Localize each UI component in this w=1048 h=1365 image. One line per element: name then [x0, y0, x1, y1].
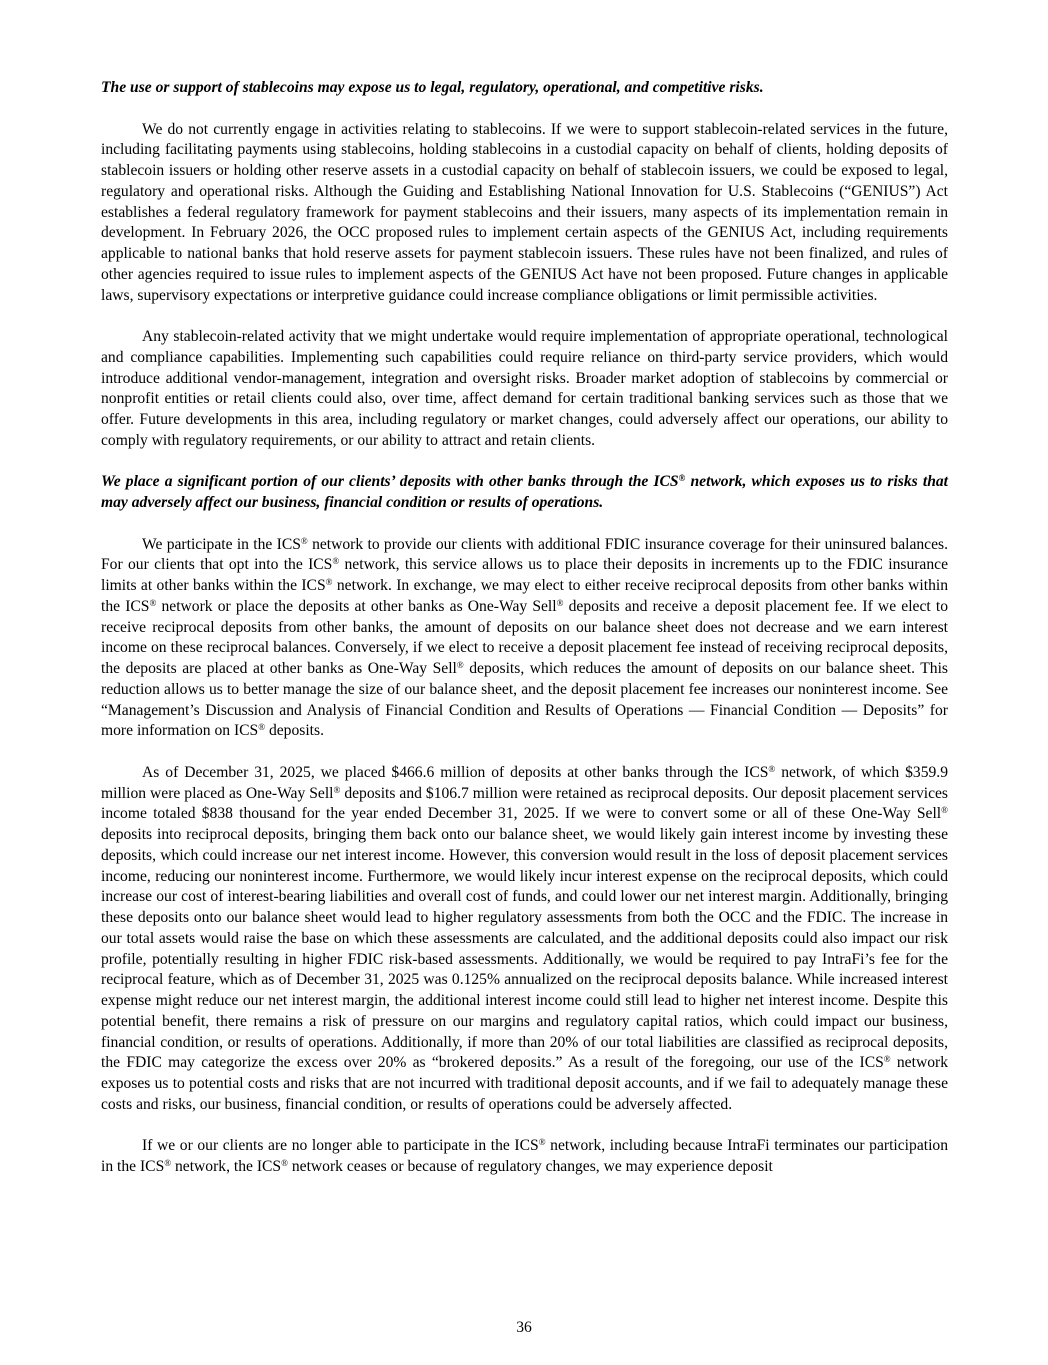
heading-text: network, which exposes us to risks that may adversely affect our business, financial condition or results of operations. — [101, 473, 948, 511]
text: network to provide our clients with additional FDIC insurance coverage for their uninsured balances. For our clients that opt into the ICS — [101, 535, 948, 574]
registered-mark: ® — [941, 805, 948, 816]
registered-mark: ® — [332, 556, 340, 567]
registered-mark: ® — [678, 473, 686, 484]
risk-heading-stablecoins: The use or support of stablecoins may expose us to legal, regulatory, operational, and competitive risks. — [101, 79, 764, 96]
text: network, including because IntraFi terminates our participation in the ICS — [101, 1137, 948, 1175]
document-page — [101, 78, 948, 1178]
text: As of December 31, 2025, we placed $466.6 million of deposits at other banks through the ICS — [142, 763, 769, 781]
text: deposits and $106.7 million were retained as reciprocal deposits. Our deposit placement services income totaled $838 thousand for the year ended December 31, 2025. If we were to convert some or all of these One-Way Sell — [101, 784, 948, 823]
text: We participate in the ICS — [142, 535, 301, 553]
text: network, the ICS — [171, 1158, 282, 1175]
paragraph-ics-placement-amounts — [101, 763, 948, 1116]
registered-mark: ® — [258, 722, 266, 733]
text: network, this service allows us to place their deposits in increments up to the FDIC insurance limits at other banks within the ICS — [101, 556, 948, 594]
registered-mark: ® — [456, 660, 464, 670]
text: deposits, which reduces the amount of deposits on our balance sheet. This reduction allows us to better manage the size of our balance sheet, and the deposit placement fee increases our noninterest income. See “Management’s Discussion and Analysis of Financial Condition and Results of Operations — Financial Condition — Deposits” for more information on ICS — [101, 660, 948, 740]
text: network. In exchange, we may elect to either receive reciprocal deposits from other banks within the ICS — [101, 577, 949, 615]
registered-mark: ® — [325, 577, 333, 587]
paragraph-ics-termination — [101, 1136, 948, 1178]
text: If we or our clients are no longer able to participate in the ICS — [142, 1137, 539, 1155]
registered-mark: ® — [149, 597, 157, 608]
registered-mark: ® — [538, 1137, 546, 1148]
text: network exposes us to potential costs and risks that are not incurred with traditional deposit accounts, and if we fail to adequately manage these costs and risks, our business, financial condition, or results of operations could be adversely affected. — [101, 1054, 948, 1113]
heading-text: We place a significant portion of our clients’ deposits with other banks through the ICS — [101, 473, 679, 491]
page-number: 36 — [516, 1319, 532, 1336]
paragraph-stablecoin-activities: We do not currently engage in activities relating to stablecoins. If we were to support stablecoin-related services in the future, including facilitating payments using stablecoins, holding stablecoins in a custodial capacity on behalf of clients, holding deposits of stablecoin issuers or holding other reserve assets in a custodial capacity on behalf of stablecoin issuers, we could be exposed to legal, regulatory and operational risks. Although the Guiding and Establishing National Innovation for U.S. Stablecoins (“GENIUS”) Act establishes a federal regulatory framework for payment stablecoins and their issuers, many aspects of its implementation remain in development. In February 2026, the OCC proposed rules to implement certain aspects of the GENIUS Act, including requirements applicable to national banks that hold reserve assets for payment stablecoin issuers. These rules have not been finalized, and rules of other agencies required to issue rules to implement aspects of the GENIUS Act have not been proposed. Future changes in applicable laws, supervisory expectations or interpretive guidance could increase compliance obligations or limit permissible activities. — [101, 120, 948, 304]
registered-mark: ® — [333, 784, 341, 795]
risk-heading-ics-network — [101, 472, 948, 514]
text: deposits and receive a deposit placement fee. If we elect to receive reciprocal deposits from other banks, the amount of deposits on our balance sheet does not decrease and we earn interest income on these reciprocal balances. Conversely, if we elect to receive a deposit placement fee instead of receiving reciprocal deposits, the deposits are placed at other banks as One-Way Sell — [101, 597, 948, 677]
registered-mark: ® — [883, 1054, 891, 1065]
registered-mark: ® — [300, 535, 308, 546]
registered-mark: ® — [768, 763, 776, 774]
text: network or place the deposits at other banks as One-Way Sell — [156, 597, 557, 615]
paragraph-ics-participation — [101, 535, 948, 743]
paragraph-stablecoin-operational: Any stablecoin-related activity that we might undertake would require implementation of appropriate operational, technological and compliance capabilities. Implementing such capabilities could require reliance on third-party service providers, which would introduce additional vendor-management, integration and oversight risks. Broader market adoption of stablecoins by commercial or nonprofit entities or retail clients could also, over time, affect demand for certain traditional banking services such as those that we offer. Future developments in this area, including regulatory or market changes, could adversely affect our operations, our ability to comply with regulatory requirements, or our ability to attract and retain clients. — [101, 328, 948, 449]
registered-mark: ® — [164, 1158, 172, 1168]
text: network ceases or because of regulatory changes, we may experience deposit — [287, 1158, 773, 1175]
registered-mark: ® — [556, 597, 564, 608]
text: deposits. — [265, 722, 324, 740]
text: deposits into reciprocal deposits, bringing them back onto our balance sheet, we would likely gain interest income by investing these deposits, which could increase our net interest income. However, this conversion would result in the loss of deposit placement services income, reducing our noninterest income. Furthermore, we would likely incur interest expense on the reciprocal deposits, which could increase our cost of interest-bearing liabilities and overall cost of funds, and could lower our net interest margin. Additionally, bringing these deposits onto our balance sheet would lead to higher regulatory assessments from both the OCC and the FDIC. The increase in our total assets would raise the base on which these assessments are calculated, and the additional deposits could also impact our risk profile, potentially resulting in higher FDIC risk-based assessments. Additionally, we would be required to pay IntraFi’s fee for the reciprocal feature, which as of December 31, 2025 was 0.125% annualized on the reciprocal deposits balance. While increased interest expense might reduce our net interest margin, the additional interest income could still lead to higher net interest income. Despite this potential benefit, there remains a risk of pressure on our margins and regulatory capital ratios, which could impact our business, financial condition, or results of operations. Additionally, if more than 20% of our total liabilities are classified as reciprocal deposits, the FDIC may categorize the excess over 20% as “brokered deposits.” As a result of the foregoing, our use of the ICS — [101, 826, 948, 1072]
registered-mark: ® — [281, 1158, 288, 1168]
text: network, of which $359.9 million were placed as One-Way Sell — [101, 763, 948, 802]
